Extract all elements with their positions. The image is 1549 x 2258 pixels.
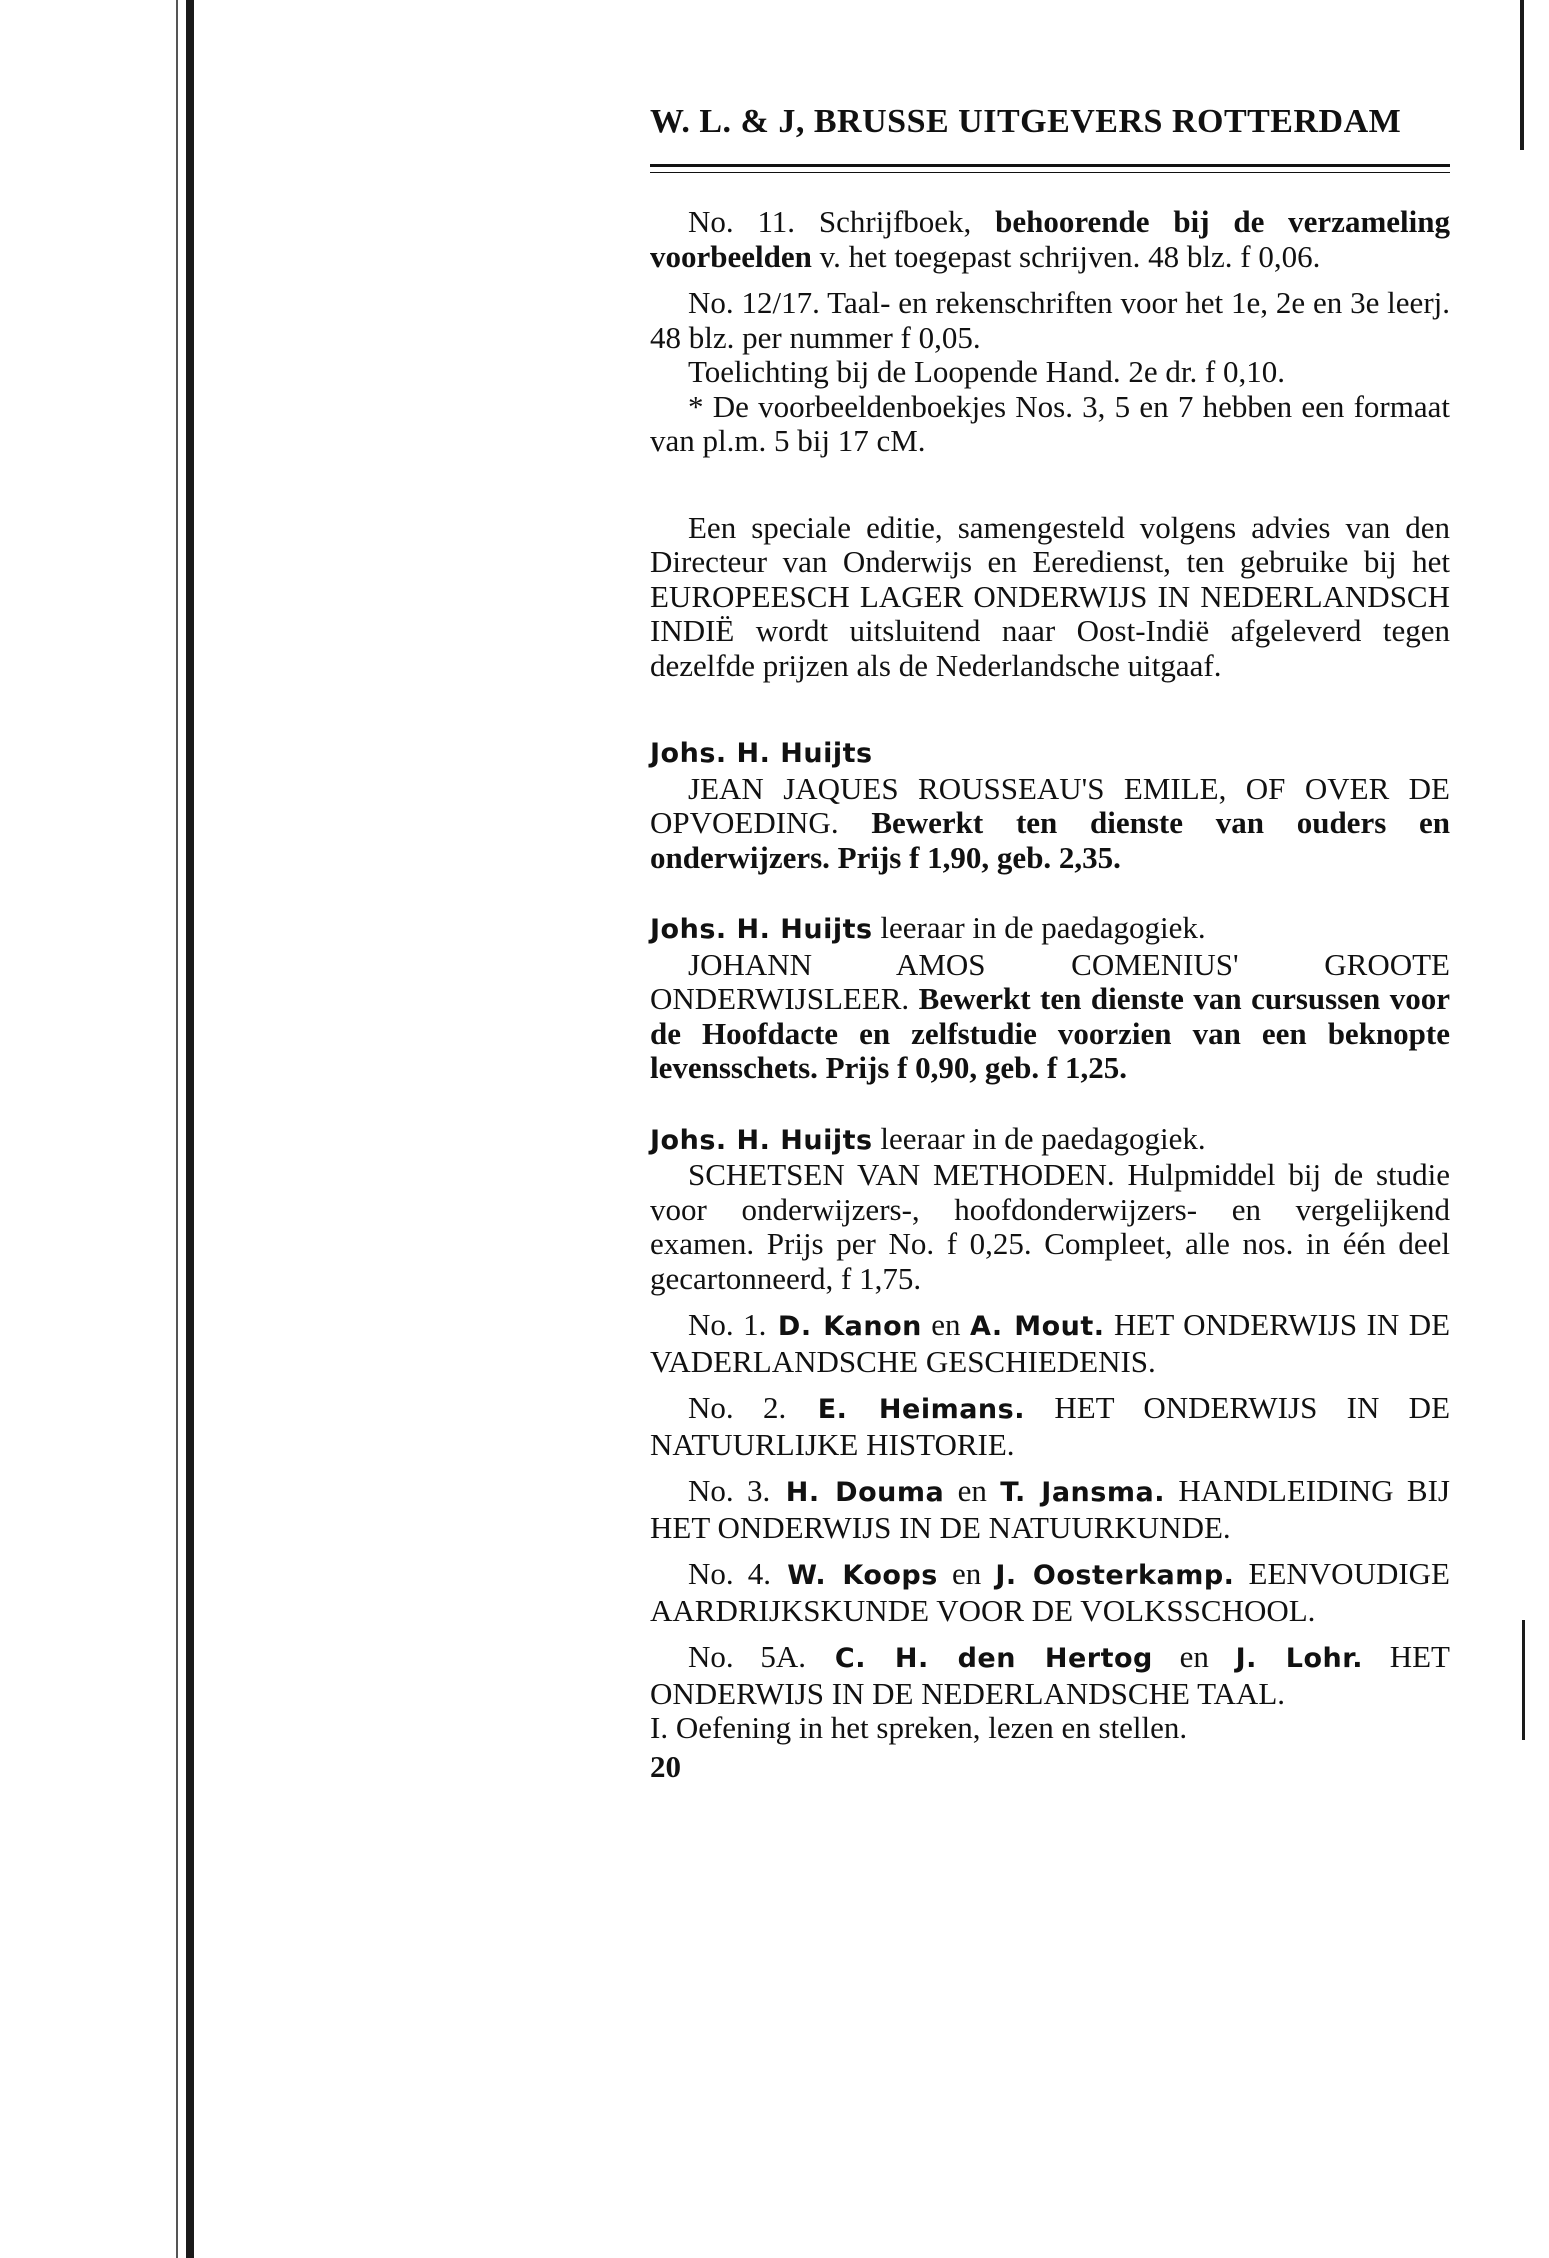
author-role: leeraar in de paedagogiek. <box>872 910 1206 945</box>
entry-text: Taal- en rekenschriften voor het 1e, 2e en 3e leerj. 48 blz. per nummer f 0,05. <box>650 285 1451 355</box>
book-edge-line <box>176 0 178 2258</box>
item-author: C. H. den Hertog <box>806 1643 1153 1674</box>
item-title: HET ONDERWIJS IN DE NATUURLIJKE HISTORIE. <box>650 1390 1451 1462</box>
paragraph-special-edition <box>650 511 1450 684</box>
entry-bold-text: behoorende bij de verzameling voorbeelden <box>650 204 1450 274</box>
item-conjunction: en <box>937 1556 996 1591</box>
page-edge-mark-lower <box>1522 1620 1525 1740</box>
book-title: SCHETSEN VAN METHODEN. Hulpmiddel bij de studie voor onderwijzers-, hoofdonderwijzers- en vergelijkend examen. Prijs per No. f 0,25. Compleet, alle nos. in één deel gecartonneerd, f 1,75. <box>650 1157 1450 1296</box>
item-conjunction: en <box>944 1473 1001 1508</box>
entry-rest: v. het toegepast schrijven. 48 blz. f 0,06. <box>811 238 1321 274</box>
book-description: Bewerkt ten dienste van ouders en onderwijzers. Prijs f 1,90, geb. 2,35. <box>650 805 1450 875</box>
entry-schetsen <box>650 1122 1450 1297</box>
book-title: JOHANN AMOS COMENIUS' GROOTE ONDERWIJSLEER. <box>650 946 1450 1016</box>
item-title: EENVOUDIGE AARDRIJKSKUNDE VOOR DE VOLKSSCHOOL. <box>650 1556 1450 1628</box>
item-number: No. 1. <box>688 1307 767 1342</box>
author-role: leeraar in de paedagogiek. <box>872 1120 1206 1156</box>
item-author: T. Jansma. <box>1000 1477 1165 1508</box>
entry-text: Toelichting bij de Loopende Hand. 2e dr. f 0,10. <box>688 354 1286 389</box>
header-rule-thick <box>650 164 1450 167</box>
author-name: Johs. H. Huijts <box>650 738 873 769</box>
author-name: Johs. H. Huijts <box>650 914 873 945</box>
header-rule-thin <box>650 172 1450 173</box>
item-number: No. 3. <box>688 1473 771 1508</box>
item-author: A. Mout. <box>970 1311 1105 1342</box>
item-title: HET ONDERWIJS IN DE NEDERLANDSCHE TAAL. <box>650 1639 1450 1711</box>
item-title: HANDLEIDING BIJ HET ONDERWIJS IN DE NATUURKUNDE. <box>650 1473 1450 1545</box>
item-number: No. 4. <box>688 1556 772 1591</box>
entry-rousseau <box>650 735 1450 875</box>
page-edge-mark <box>1520 0 1524 150</box>
entry-number: No. 11. <box>688 204 796 239</box>
series-item-3 <box>650 1474 1450 1545</box>
entry-toelichting <box>650 355 1450 390</box>
series-item-5a-part <box>650 1711 1450 1746</box>
item-author: E. Heimans. <box>786 1394 1025 1425</box>
footnote-text: * De voorbeeldenboekjes Nos. 3, 5 en 7 hebben een formaat van pl.m. 5 bij 17 cM. <box>650 388 1450 458</box>
entry-no-12-17 <box>650 286 1450 355</box>
item-conjunction: en <box>1152 1639 1236 1674</box>
item-title: HET ONDERWIJS IN DE VADERLANDSCHE GESCHIEDENIS. <box>650 1307 1451 1379</box>
series-item-5a <box>650 1640 1450 1711</box>
entry-text: Schrijfboek, <box>795 204 996 239</box>
book-page <box>650 100 1450 1784</box>
page-content <box>650 205 1450 1784</box>
item-author: H. Douma <box>770 1477 945 1508</box>
series-item-1 <box>650 1308 1450 1379</box>
book-description: Bewerkt ten dienste van cursussen voor de Hoofdacte en zelfstudie voorzien van een beknopte levensschets. Prijs f 0,90, geb. f 1,25. <box>650 981 1451 1085</box>
entry-no-11 <box>650 205 1450 274</box>
page-number: 20 <box>650 1748 681 1784</box>
item-author: J. Oosterkamp. <box>995 1560 1235 1591</box>
running-header: W. L. & J, BRUSSE UITGEVERS ROTTERDAM <box>650 103 1402 140</box>
entry-footnote <box>650 390 1450 459</box>
entry-number: No. 12/17. <box>688 285 820 320</box>
book-spine-edge <box>186 0 194 2258</box>
paragraph-text: Een speciale editie, samengesteld volgens advies van den Directeur van Onderwijs en Eeredienst, ten gebruike bij het EUROPEESCH LAGER ONDERWIJS IN NEDERLANDSCH INDIË wordt uitsluitend naar Oost-Indië afgeleverd tegen dezelfde prijzen als de Nederlandsche uitgaaf. <box>650 509 1450 683</box>
item-conjunction: en <box>921 1307 970 1342</box>
series-item-2 <box>650 1391 1450 1462</box>
part-text: I. Oefening in het spreken, lezen en stellen. <box>650 1710 1188 1745</box>
author-name: Johs. H. Huijts <box>650 1124 873 1156</box>
series-item-4 <box>650 1557 1450 1628</box>
item-number: No. 5A. <box>688 1639 807 1674</box>
book-title: JEAN JAQUES ROUSSEAU'S EMILE, OF OVER DE OPVOEDING. <box>650 770 1450 840</box>
item-author: D. Kanon <box>766 1311 922 1342</box>
entry-comenius <box>650 911 1450 1086</box>
item-author: J. Lohr. <box>1235 1643 1363 1674</box>
item-author: W. Koops <box>771 1560 938 1591</box>
item-number: No. 2. <box>688 1390 787 1425</box>
